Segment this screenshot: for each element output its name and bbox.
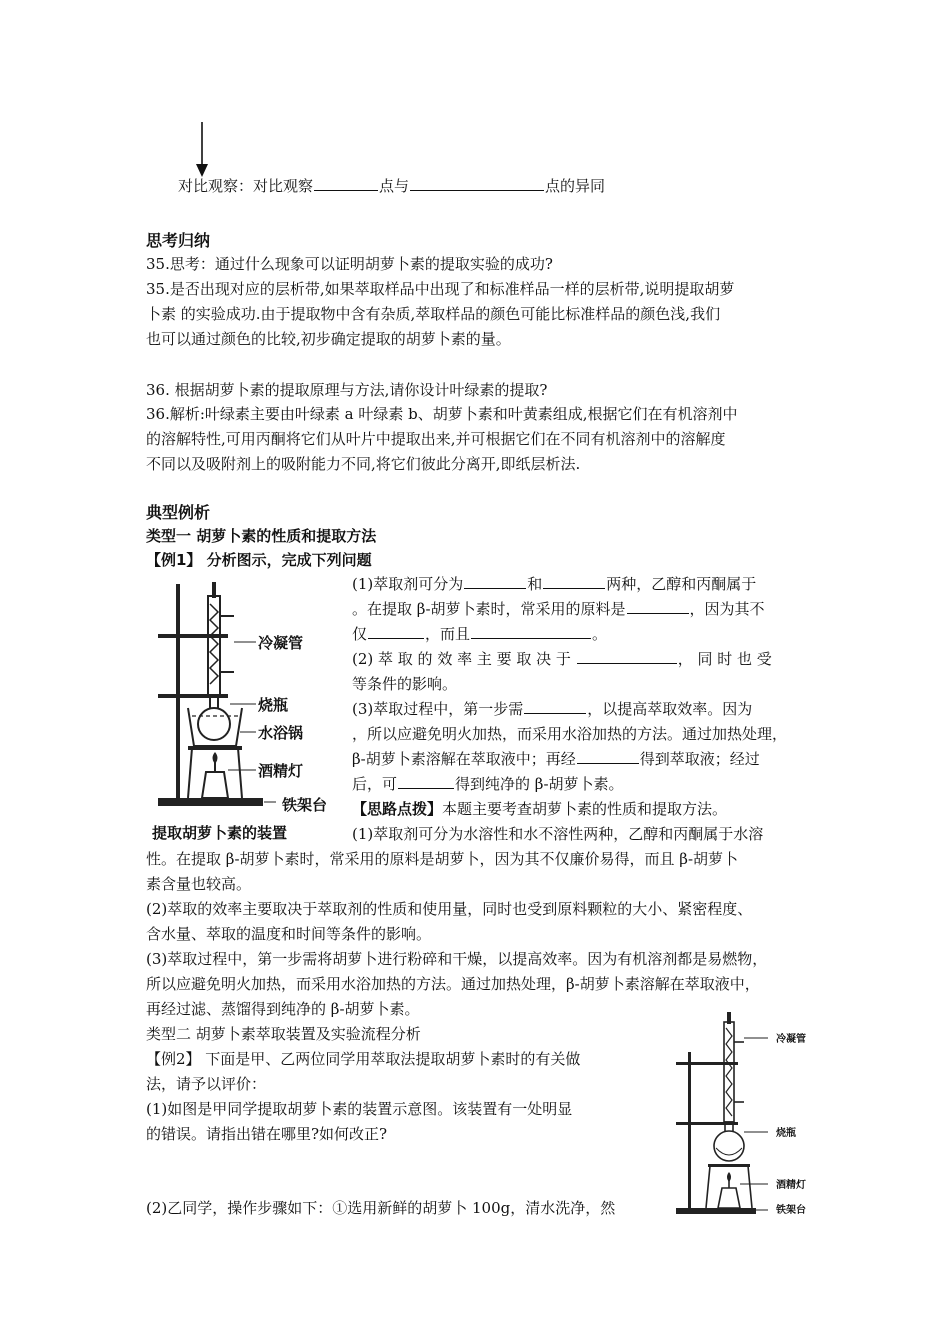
- apparatus-figure-1: [148, 576, 348, 816]
- example-1-answer: 性。在提取 β-胡萝卜素时，常采用的原料是胡萝卜，因为其不仅廉价易得，而且 β-胡萝卜 素含量也较高。 (2)萃取的效率主要取决于萃取剂的性质和使用量，同时也受到原料颗粒的大小、紧密程度、 含水量、萃取的温度和时间等条件的影响。 (3)萃取过程中，第一步需将胡萝卜进行粉碎和干燥，以提高效率。因为有机溶剂都是易燃物， 所以应避免明火加热，而采用水浴加热的方法。通过加热处理，β-胡萝卜素溶解在萃取液中， 再经过滤、蒸馏得到纯净的 β-胡萝卜素。: [146, 850, 768, 1018]
- example-2-question-2: (2)乙同学，操作步骤如下：①选用新鲜的胡萝卜 100g，清水洗净，然: [146, 1199, 616, 1217]
- q-line: (2) 萃 取 的 效 率 主 要 取 决 于 ， 同 时 也 受: [352, 647, 787, 672]
- question-35: 35.思考：通过什么现象可以证明胡萝卜素的提取实验的成功?: [146, 255, 553, 273]
- fig2-label-condenser: 冷凝管: [776, 1034, 806, 1045]
- q-line: 仅 ，而且 。: [352, 622, 787, 647]
- hint-line: 【思路点拨】本题主要考查胡萝卜素的性质和提取方法。: [352, 800, 728, 818]
- fig1-label-lamp: 酒精灯: [258, 762, 304, 780]
- fig1-caption: 提取胡萝卜素的装置: [152, 824, 288, 842]
- q-line: 后，可 得到纯净的 β-胡萝卜素。: [352, 772, 787, 797]
- q-line: ，所以应避免明火加热，而采用水浴加热的方法。通过加热处理，: [352, 725, 788, 743]
- answer-first-line: (1)萃取剂可分为水溶性和水不溶性两种，乙醇和丙酮属于水溶: [352, 825, 764, 843]
- type-two-heading: 类型二 胡萝卜素萃取装置及实验流程分析: [146, 1025, 421, 1043]
- answer-36: 36.解析:叶绿素主要由叶绿素 a 叶绿素 b、胡萝卜素和叶黄素组成,根据它们在有机溶剂中 的溶解特性,可用丙酮将它们从叶片中提取出来,并可根据它们在不同有机溶剂中的溶解度 不同以及吸附剂上的吸附能力不同,将它们彼此分离开,即纸层析法.: [146, 405, 738, 473]
- question-36: 36. 根据胡萝卜素的提取原理与方法,请你设计叶绿素的提取?: [146, 381, 548, 399]
- type-one-heading: 类型一 胡萝卜素的性质和提取方法: [146, 527, 377, 545]
- fig1-label-condenser: 冷凝管: [258, 634, 304, 652]
- apparatus-figure-2: [672, 1012, 772, 1220]
- q-line: 。在提取 β-胡萝卜素时，常采用的原料是 ，因为其不: [352, 597, 787, 622]
- fig2-label-lamp: 酒精灯: [776, 1180, 806, 1191]
- fig2-label-stand: 铁架台: [776, 1205, 806, 1216]
- example-1-heading: 【例1】 分析图示，完成下列问题: [146, 551, 372, 569]
- answer-35: 35.是否出现对应的层析带,如果萃取样品中出现了和标准样品一样的层析带,说明提取胡萝 卜素 的实验成功.由于提取物中含有杂质,萃取样品的颜色可能比标准样品的颜色浅,我们 也可以通过颜色的比较,初步确定提取的胡萝卜素的量。: [146, 280, 735, 348]
- q-line: 等条件的影响。: [352, 675, 458, 693]
- section-title-summary: 思考归纳: [146, 231, 211, 250]
- fig2-label-flask: 烧瓶: [776, 1128, 796, 1139]
- fig1-label-stand: 铁架台: [282, 796, 328, 814]
- fig1-label-water-bath: 水浴锅: [258, 724, 304, 742]
- example-2-text: 【例2】 下面是甲、乙两位同学用萃取法提取胡萝卜素时的有关做 法，请予以评价： (1)如图是甲同学提取胡萝卜素的装置示意图。该装置有一处明显 的错误。请指出错在哪里?如何改正?: [146, 1050, 581, 1143]
- q-line: (1)萃取剂可分为 和 两种，乙醇和丙酮属于: [352, 572, 787, 597]
- fig1-label-flask: 烧瓶: [258, 696, 289, 714]
- example-1-questions: [352, 572, 787, 847]
- section-title-examples: 典型例析: [146, 503, 211, 522]
- compare-line: 对比观察：对比观察 点与 点的异同: [178, 174, 605, 199]
- down-arrow-icon: [190, 120, 214, 180]
- q-line: (3)萃取过程中，第一步需 ，以提高萃取效率。因为: [352, 697, 787, 722]
- q-line: β-胡萝卜素溶解在萃取液中；再经 得到萃取液；经过: [352, 747, 787, 772]
